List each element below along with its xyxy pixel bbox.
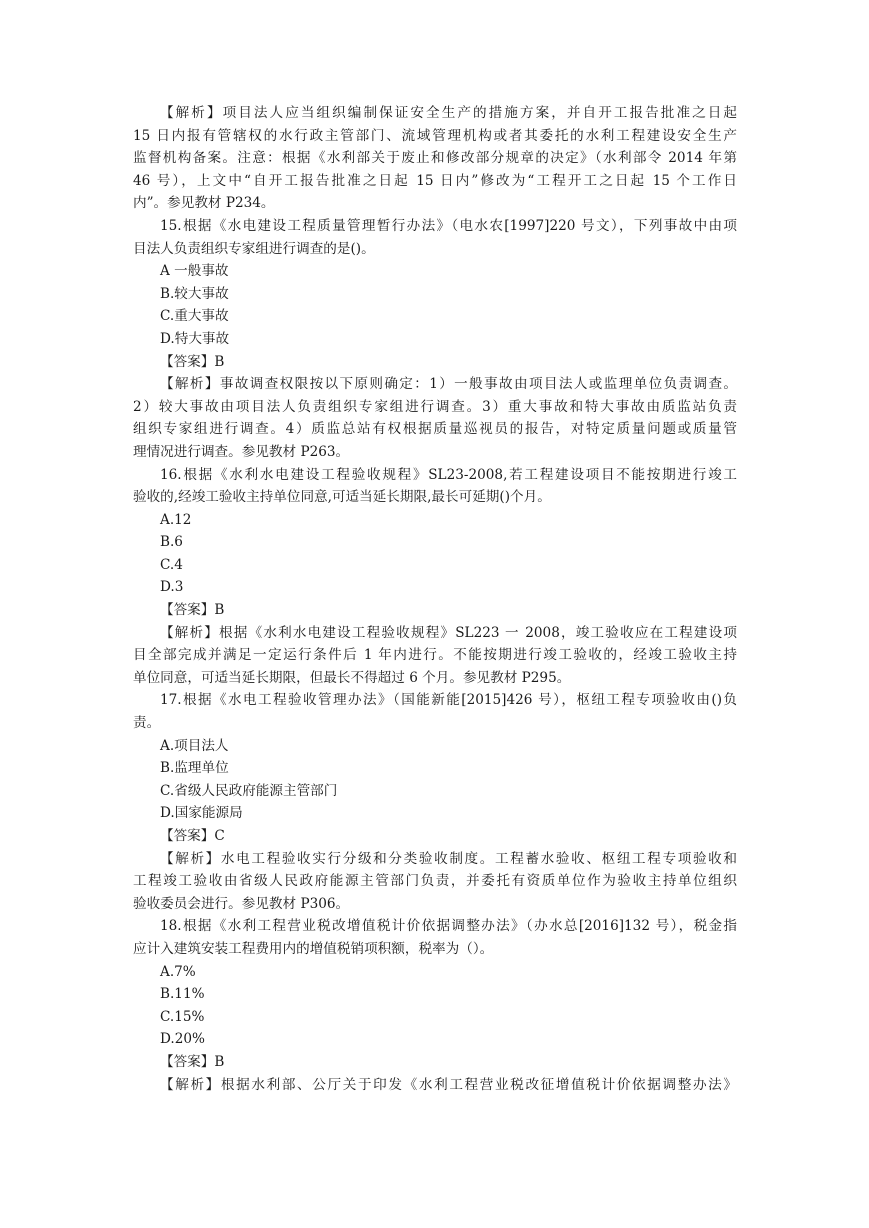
text-line: 【解析】根据水利部、公厅关于印发《水利工程营业税改征增值税计价依据调整办法》 [160,1076,737,1093]
text-line: 【解析】事故调查权限按以下原则确定：1）一般事故由项目法人或监理单位负责调查。 [160,376,737,393]
text-line: 目全部完成并满足一定运行条件后 1 年内进行。不能按期进行竣工验收的，经竣工验收主持 [133,647,737,664]
text-line: 【答案】C [160,828,225,844]
text-line: 责。 [133,715,161,732]
text-line: 目法人负责组织专家组进行调查的是()。 [133,240,375,257]
text-line: A 一般事故 [160,263,229,280]
text-line: 工程竣工验收由省级人民政府能源主管部门负责，并委托有资质单位作为验收主持单位组织 [133,873,737,890]
text-line: 【解析】水电工程验收实行分级和分类验收制度。工程蓄水验收、枢纽工程专项验收和 [160,850,737,867]
text-line: 验收的,经竣工验收主持单位同意,可适当延长期限,最长可延期()个月。 [133,489,551,506]
text-line: 验收委员会进行。参见教材 P306。 [133,895,350,912]
text-line: A.项目法人 [160,737,229,754]
text-line: B.监理单位 [160,760,229,777]
text-line: D.特大事故 [160,330,230,347]
text-line: D.国家能源局 [160,805,243,822]
text-line: D.20% [160,1031,205,1048]
text-line: 监督机构备案。注意：根据《水利部关于废止和修改部分规章的决定》（水利部令 2014 年第 [133,150,737,167]
text-line: 单位同意，可适当延长期限，但最长不得超过 6 个月。参见教材 P295。 [133,669,571,686]
text-line: B.11% [160,986,205,1003]
text-line: 【解析】项目法人应当组织编制保证安全生产的措施方案，并自开工报告批准之日起 [160,105,737,121]
text-line: B.较大事故 [160,285,229,302]
text-line: A.12 [160,511,192,528]
text-line: 应计入建筑安装工程费用内的增值税销项积额，税率为（）。 [133,940,494,957]
text-line: 18.根据《水利工程营业税改增值税计价依据调整办法》（办水总[2016]132 号），税金指 [160,918,737,935]
text-line: 2）较大事故由项目法人负责组织专家组进行调查。3）重大事故和特大事故由质监站负责 [133,398,737,415]
text-line: C.省级人民政府能源主管部门 [160,782,338,799]
text-line: 15.根据《水电建设工程质量管理暂行办法》（电水农[1997]220 号文），下列事故中由项 [160,217,737,234]
text-line: 16.根据《水利水电建设工程验收规程》SL23-2008,若工程建设项目不能按期进行竣工 [160,466,737,483]
text-line: 【答案】B [160,1053,225,1070]
text-line: A.7% [160,963,196,980]
text-line: 理情况进行调查。参见教材 P263。 [133,443,350,460]
text-line: 【答案】B [160,353,225,370]
text-line: C.重大事故 [160,308,229,325]
text-line: 15 日内报有管辖权的水行政主管部门、流域管理机构或者其委托的水利工程建设安全生产 [133,127,737,144]
text-line: 【答案】B [160,602,225,619]
text-line: 组织专家组进行调查。4）质监总站有权根据质量巡视员的报告，对特定质量问题或质量管 [133,421,737,438]
text-line: 46 号），上文中“自开工报告批准之日起 15 日内”修改为“工程开工之日起 15 个工作日 [133,172,737,189]
text-line: C.15% [160,1008,205,1025]
text-line: 【解析】根据《水利水电建设工程验收规程》SL223 一 2008，竣工验收应在工程建设项 [160,624,737,641]
text-line: B.6 [160,534,183,551]
text-line: D.3 [160,579,184,596]
text-line: 17.根据《水电工程验收管理办法》（国能新能[2015]426 号），枢纽工程专项验收由()负 [160,692,737,709]
text-line: 内”。参见教材 P234。 [133,195,275,212]
text-line: C.4 [160,556,183,573]
document-page [133,102,737,1096]
